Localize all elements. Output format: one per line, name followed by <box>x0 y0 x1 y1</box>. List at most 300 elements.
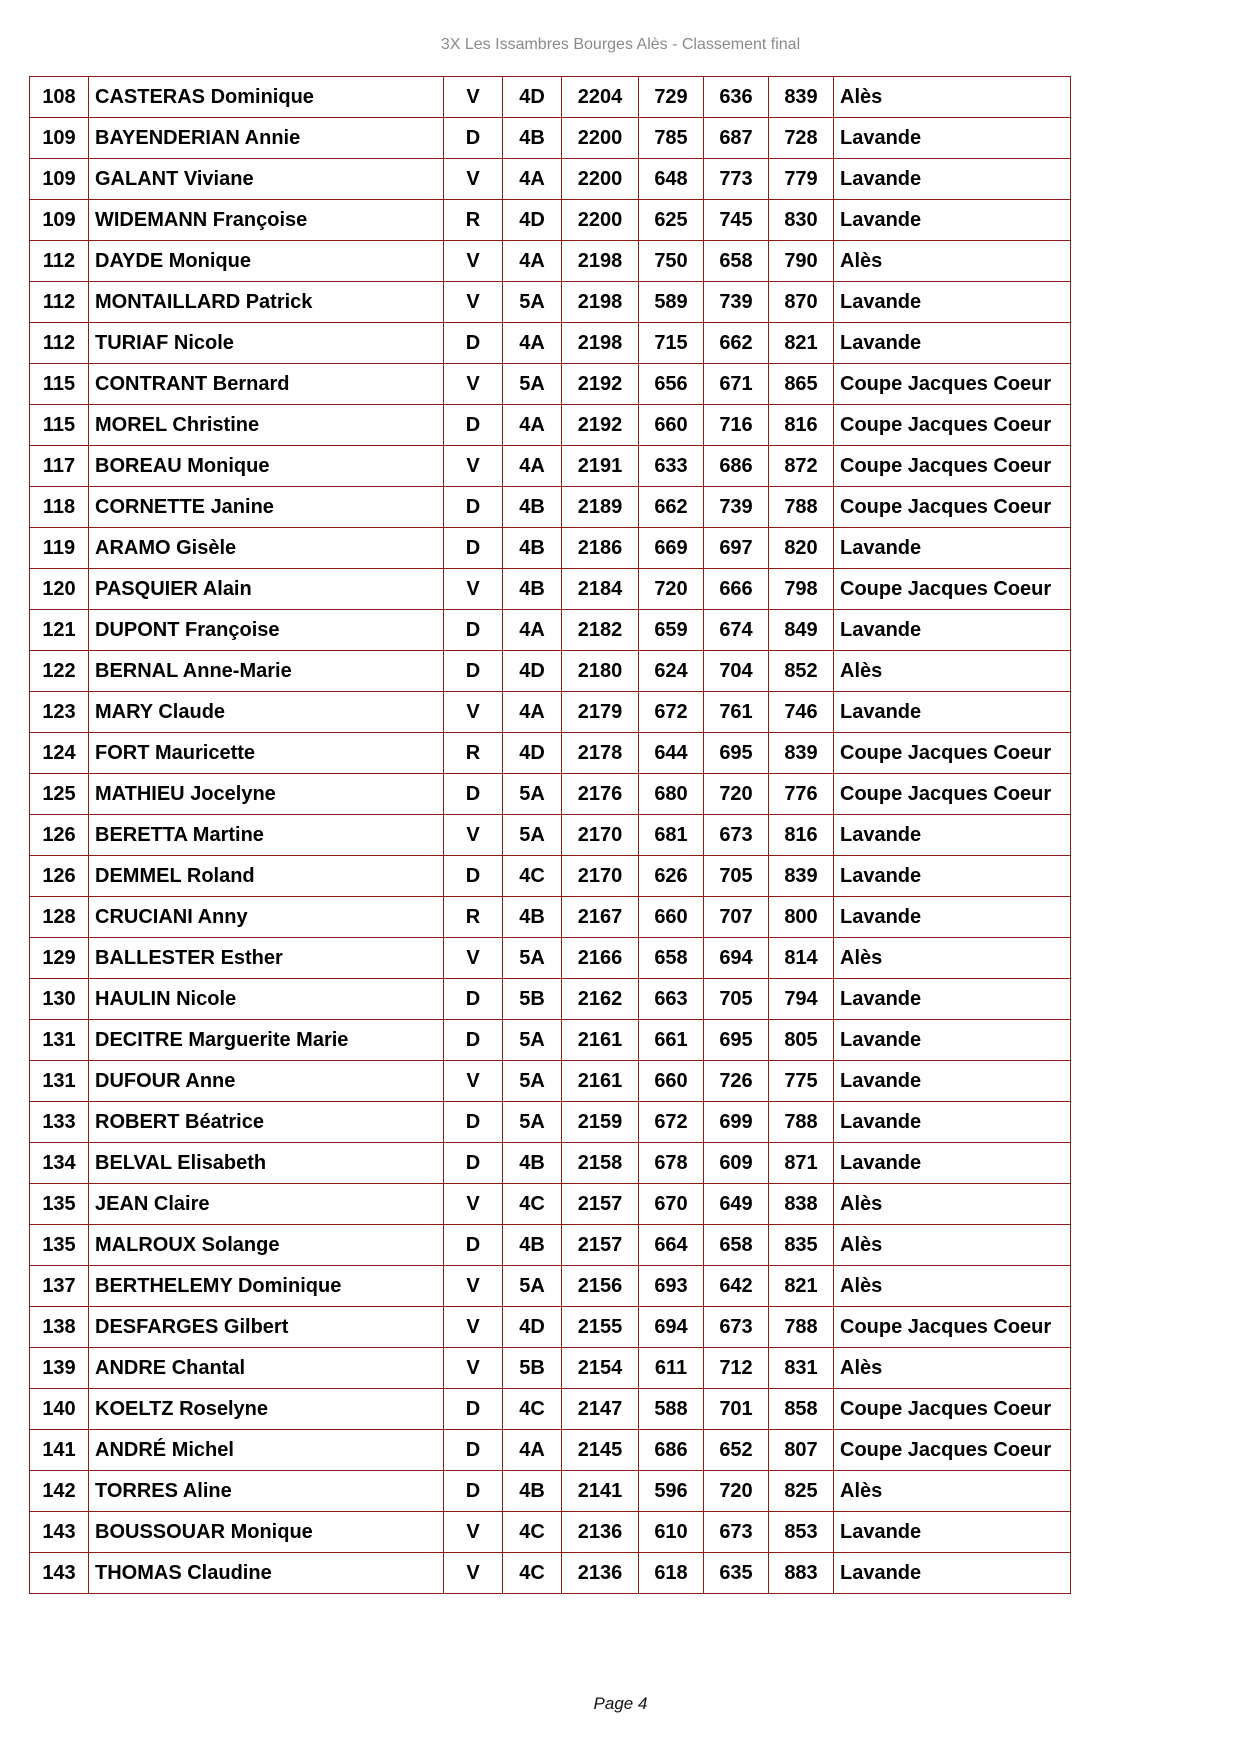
player-last-name: BOUSSOUAR <box>95 1520 226 1543</box>
club-cell: Alès <box>834 1225 1071 1266</box>
table-row <box>30 241 1071 282</box>
table-row <box>30 1389 1071 1430</box>
category-cell: V <box>444 1348 503 1389</box>
player-name-cell <box>89 1389 444 1430</box>
player-name-cell <box>89 897 444 938</box>
table-row <box>30 1061 1071 1102</box>
table-row <box>30 159 1071 200</box>
score-3-cell: 790 <box>769 241 834 282</box>
total-score-cell: 2141 <box>562 1471 639 1512</box>
rank-cell: 112 <box>30 323 89 364</box>
table-row <box>30 651 1071 692</box>
score-2-cell: 694 <box>704 938 769 979</box>
player-first-name: Patrick <box>245 290 313 313</box>
category-cell: V <box>444 1307 503 1348</box>
club-cell: Lavande <box>834 979 1071 1020</box>
score-1-cell: 680 <box>639 774 704 815</box>
series-cell: 4B <box>503 487 562 528</box>
score-3-cell: 788 <box>769 1307 834 1348</box>
table-row <box>30 1307 1071 1348</box>
table-row <box>30 733 1071 774</box>
score-2-cell: 773 <box>704 159 769 200</box>
page-header-title: 3X Les Issambres Bourges Alès - Classement final <box>440 36 801 53</box>
series-cell: 4D <box>503 77 562 118</box>
score-2-cell: 695 <box>704 1020 769 1061</box>
total-score-cell: 2161 <box>562 1020 639 1061</box>
player-last-name: HAULIN <box>95 987 171 1010</box>
player-last-name: ARAMO <box>95 536 171 559</box>
rank-cell: 126 <box>30 815 89 856</box>
player-first-name: Annie <box>244 126 301 149</box>
series-cell: 4A <box>503 692 562 733</box>
player-first-name: Anne-Marie <box>182 659 292 682</box>
score-1-cell: 660 <box>639 897 704 938</box>
series-cell: 4C <box>503 856 562 897</box>
club-cell: Lavande <box>834 1102 1071 1143</box>
club-cell: Lavande <box>834 692 1071 733</box>
rank-cell: 140 <box>30 1389 89 1430</box>
club-cell: Lavande <box>834 323 1071 364</box>
score-2-cell: 705 <box>704 979 769 1020</box>
category-cell: R <box>444 733 503 774</box>
score-1-cell: 785 <box>639 118 704 159</box>
player-name-cell <box>89 200 444 241</box>
rank-cell: 128 <box>30 897 89 938</box>
club-cell: Alès <box>834 1184 1071 1225</box>
club-cell: Coupe Jacques Coeur <box>834 364 1071 405</box>
player-last-name: MONTAILLARD <box>95 290 241 313</box>
player-first-name: Françoise <box>185 618 280 641</box>
player-first-name: Martine <box>192 823 264 846</box>
total-score-cell: 2161 <box>562 1061 639 1102</box>
score-2-cell: 671 <box>704 364 769 405</box>
table-row <box>30 1266 1071 1307</box>
category-cell: V <box>444 241 503 282</box>
series-cell: 5A <box>503 1266 562 1307</box>
table-row <box>30 1102 1071 1143</box>
total-score-cell: 2198 <box>562 282 639 323</box>
series-cell: 4B <box>503 569 562 610</box>
player-last-name: BERETTA <box>95 823 188 846</box>
rank-cell: 118 <box>30 487 89 528</box>
category-cell: R <box>444 200 503 241</box>
club-cell: Lavande <box>834 610 1071 651</box>
total-score-cell: 2162 <box>562 979 639 1020</box>
score-1-cell: 659 <box>639 610 704 651</box>
club-cell: Coupe Jacques Coeur <box>834 405 1071 446</box>
category-cell: D <box>444 856 503 897</box>
series-cell: 4A <box>503 323 562 364</box>
category-cell: V <box>444 159 503 200</box>
rank-cell: 112 <box>30 241 89 282</box>
player-name-cell <box>89 1020 444 1061</box>
rank-cell: 126 <box>30 856 89 897</box>
total-score-cell: 2159 <box>562 1102 639 1143</box>
club-cell: Alès <box>834 651 1071 692</box>
page-number: Page 4 <box>593 1694 648 1713</box>
table-row <box>30 1348 1071 1389</box>
score-2-cell: 707 <box>704 897 769 938</box>
score-2-cell: 658 <box>704 1225 769 1266</box>
player-first-name: Dominique <box>237 1274 342 1297</box>
total-score-cell: 2204 <box>562 77 639 118</box>
rank-cell: 131 <box>30 1020 89 1061</box>
series-cell: 4C <box>503 1184 562 1225</box>
player-first-name: Viviane <box>183 167 254 190</box>
table-row <box>30 938 1071 979</box>
rank-cell: 142 <box>30 1471 89 1512</box>
category-cell: D <box>444 1471 503 1512</box>
score-1-cell: 624 <box>639 651 704 692</box>
table-row <box>30 569 1071 610</box>
series-cell: 4B <box>503 897 562 938</box>
table-row <box>30 405 1071 446</box>
score-1-cell: 686 <box>639 1430 704 1471</box>
club-cell: Coupe Jacques Coeur <box>834 1389 1071 1430</box>
score-3-cell: 746 <box>769 692 834 733</box>
total-score-cell: 2191 <box>562 446 639 487</box>
player-first-name: Claude <box>158 700 226 723</box>
category-cell: V <box>444 364 503 405</box>
series-cell: 5B <box>503 979 562 1020</box>
rank-cell: 137 <box>30 1266 89 1307</box>
category-cell: D <box>444 1225 503 1266</box>
total-score-cell: 2200 <box>562 118 639 159</box>
player-last-name: CRUCIANI <box>95 905 193 928</box>
player-last-name: GALANT <box>95 167 179 190</box>
player-first-name: Alain <box>202 577 252 600</box>
player-last-name: ANDRE <box>95 1356 167 1379</box>
rank-cell: 138 <box>30 1307 89 1348</box>
club-cell: Lavande <box>834 1020 1071 1061</box>
rank-cell: 135 <box>30 1225 89 1266</box>
table-row <box>30 1553 1071 1594</box>
series-cell: 4B <box>503 528 562 569</box>
player-name-cell <box>89 1143 444 1184</box>
score-3-cell: 825 <box>769 1471 834 1512</box>
score-1-cell: 663 <box>639 979 704 1020</box>
table-row <box>30 446 1071 487</box>
club-cell: Lavande <box>834 1061 1071 1102</box>
player-name-cell <box>89 1061 444 1102</box>
total-score-cell: 2155 <box>562 1307 639 1348</box>
series-cell: 4A <box>503 1430 562 1471</box>
club-cell: Alès <box>834 241 1071 282</box>
rank-cell: 129 <box>30 938 89 979</box>
score-1-cell: 672 <box>639 692 704 733</box>
score-1-cell: 658 <box>639 938 704 979</box>
club-cell: Lavande <box>834 200 1071 241</box>
total-score-cell: 2200 <box>562 200 639 241</box>
score-2-cell: 699 <box>704 1102 769 1143</box>
score-1-cell: 648 <box>639 159 704 200</box>
player-last-name: KOELTZ <box>95 1397 174 1420</box>
total-score-cell: 2157 <box>562 1184 639 1225</box>
score-3-cell: 820 <box>769 528 834 569</box>
score-3-cell: 800 <box>769 897 834 938</box>
club-cell: Coupe Jacques Coeur <box>834 774 1071 815</box>
score-1-cell: 588 <box>639 1389 704 1430</box>
player-last-name: WIDEMANN <box>95 208 208 231</box>
score-2-cell: 642 <box>704 1266 769 1307</box>
score-2-cell: 636 <box>704 77 769 118</box>
table-row <box>30 323 1071 364</box>
table-row <box>30 1020 1071 1061</box>
score-2-cell: 739 <box>704 282 769 323</box>
score-2-cell: 695 <box>704 733 769 774</box>
category-cell: V <box>444 446 503 487</box>
score-2-cell: 720 <box>704 1471 769 1512</box>
club-cell: Coupe Jacques Coeur <box>834 569 1071 610</box>
rank-cell: 109 <box>30 118 89 159</box>
score-3-cell: 798 <box>769 569 834 610</box>
player-last-name: MATHIEU <box>95 782 185 805</box>
rank-cell: 133 <box>30 1102 89 1143</box>
player-last-name: CONTRANT <box>95 372 208 395</box>
score-3-cell: 779 <box>769 159 834 200</box>
score-3-cell: 835 <box>769 1225 834 1266</box>
total-score-cell: 2167 <box>562 897 639 938</box>
player-name-cell <box>89 241 444 282</box>
total-score-cell: 2147 <box>562 1389 639 1430</box>
rank-cell: 115 <box>30 405 89 446</box>
score-3-cell: 858 <box>769 1389 834 1430</box>
category-cell: V <box>444 815 503 856</box>
player-last-name: DUFOUR <box>95 1069 181 1092</box>
score-3-cell: 852 <box>769 651 834 692</box>
score-1-cell: 611 <box>639 1348 704 1389</box>
score-3-cell: 821 <box>769 323 834 364</box>
score-1-cell: 610 <box>639 1512 704 1553</box>
player-last-name: TORRES <box>95 1479 178 1502</box>
rank-cell: 139 <box>30 1348 89 1389</box>
score-3-cell: 776 <box>769 774 834 815</box>
rank-cell: 131 <box>30 1061 89 1102</box>
rank-cell: 125 <box>30 774 89 815</box>
score-3-cell: 788 <box>769 487 834 528</box>
series-cell: 5A <box>503 815 562 856</box>
category-cell: D <box>444 979 503 1020</box>
score-3-cell: 807 <box>769 1430 834 1471</box>
rank-cell: 120 <box>30 569 89 610</box>
club-cell: Lavande <box>834 1143 1071 1184</box>
score-1-cell: 596 <box>639 1471 704 1512</box>
total-score-cell: 2178 <box>562 733 639 774</box>
category-cell: V <box>444 1266 503 1307</box>
score-3-cell: 883 <box>769 1553 834 1594</box>
series-cell: 4C <box>503 1512 562 1553</box>
score-2-cell: 701 <box>704 1389 769 1430</box>
total-score-cell: 2189 <box>562 487 639 528</box>
total-score-cell: 2136 <box>562 1553 639 1594</box>
player-first-name: Dominique <box>210 85 314 108</box>
score-3-cell: 839 <box>769 856 834 897</box>
series-cell: 5A <box>503 1061 562 1102</box>
score-1-cell: 720 <box>639 569 704 610</box>
series-cell: 4A <box>503 610 562 651</box>
total-score-cell: 2176 <box>562 774 639 815</box>
score-1-cell: 693 <box>639 1266 704 1307</box>
category-cell: D <box>444 774 503 815</box>
rank-cell: 119 <box>30 528 89 569</box>
club-cell: Alès <box>834 77 1071 118</box>
club-cell: Coupe Jacques Coeur <box>834 733 1071 774</box>
player-first-name: Solange <box>201 1233 280 1256</box>
series-cell: 5A <box>503 938 562 979</box>
score-3-cell: 728 <box>769 118 834 159</box>
club-cell: Lavande <box>834 815 1071 856</box>
score-2-cell: 673 <box>704 1512 769 1553</box>
results-table <box>29 76 1071 1594</box>
score-3-cell: 814 <box>769 938 834 979</box>
total-score-cell: 2136 <box>562 1512 639 1553</box>
player-first-name: Aline <box>182 1479 232 1502</box>
total-score-cell: 2170 <box>562 815 639 856</box>
total-score-cell: 2145 <box>562 1430 639 1471</box>
table-row <box>30 1512 1071 1553</box>
player-name-cell <box>89 364 444 405</box>
series-cell: 4D <box>503 200 562 241</box>
player-first-name: Monique <box>230 1520 313 1543</box>
player-last-name: BERNAL <box>95 659 178 682</box>
score-2-cell: 673 <box>704 815 769 856</box>
player-first-name: Anne <box>185 1069 236 1092</box>
player-first-name: Mauricette <box>155 741 256 764</box>
player-last-name: TURIAF <box>95 331 169 354</box>
player-last-name: BOREAU <box>95 454 182 477</box>
player-name-cell <box>89 815 444 856</box>
total-score-cell: 2186 <box>562 528 639 569</box>
club-cell: Coupe Jacques Coeur <box>834 1430 1071 1471</box>
total-score-cell: 2180 <box>562 651 639 692</box>
score-3-cell: 805 <box>769 1020 834 1061</box>
score-3-cell: 872 <box>769 446 834 487</box>
player-first-name: Roselyne <box>179 1397 269 1420</box>
series-cell: 4B <box>503 1143 562 1184</box>
player-last-name: CASTERAS <box>95 85 206 108</box>
score-3-cell: 838 <box>769 1184 834 1225</box>
score-1-cell: 660 <box>639 405 704 446</box>
player-name-cell <box>89 1102 444 1143</box>
score-1-cell: 694 <box>639 1307 704 1348</box>
total-score-cell: 2157 <box>562 1225 639 1266</box>
player-name-cell <box>89 446 444 487</box>
score-1-cell: 626 <box>639 856 704 897</box>
series-cell: 5A <box>503 1102 562 1143</box>
series-cell: 5A <box>503 774 562 815</box>
category-cell: D <box>444 610 503 651</box>
category-cell: D <box>444 1430 503 1471</box>
player-first-name: Jocelyne <box>190 782 276 805</box>
player-last-name: MARY <box>95 700 153 723</box>
category-cell: V <box>444 1512 503 1553</box>
series-cell: 4A <box>503 446 562 487</box>
table-row <box>30 979 1071 1020</box>
category-cell: D <box>444 487 503 528</box>
total-score-cell: 2192 <box>562 364 639 405</box>
table-row <box>30 1430 1071 1471</box>
score-2-cell: 673 <box>704 1307 769 1348</box>
table-row <box>30 1471 1071 1512</box>
score-2-cell: 686 <box>704 446 769 487</box>
player-last-name: BAYENDERIAN <box>95 126 240 149</box>
series-cell: 5A <box>503 364 562 405</box>
score-1-cell: 662 <box>639 487 704 528</box>
player-last-name: JEAN <box>95 1192 149 1215</box>
rank-cell: 115 <box>30 364 89 405</box>
player-last-name: PASQUIER <box>95 577 198 600</box>
player-name-cell <box>89 938 444 979</box>
score-3-cell: 775 <box>769 1061 834 1102</box>
series-cell: 5A <box>503 1020 562 1061</box>
player-name-cell <box>89 1348 444 1389</box>
rank-cell: 130 <box>30 979 89 1020</box>
category-cell: D <box>444 1143 503 1184</box>
series-cell: 4B <box>503 118 562 159</box>
category-cell: V <box>444 282 503 323</box>
player-last-name: DESFARGES <box>95 1315 219 1338</box>
player-name-cell <box>89 1266 444 1307</box>
series-cell: 4B <box>503 1471 562 1512</box>
rank-cell: 109 <box>30 159 89 200</box>
player-last-name: BELVAL <box>95 1151 172 1174</box>
player-name-cell <box>89 405 444 446</box>
club-cell: Alès <box>834 1348 1071 1389</box>
score-3-cell: 871 <box>769 1143 834 1184</box>
player-last-name: CORNETTE <box>95 495 205 518</box>
player-name-cell <box>89 692 444 733</box>
player-name-cell <box>89 487 444 528</box>
table-row <box>30 487 1071 528</box>
category-cell: D <box>444 323 503 364</box>
rank-cell: 112 <box>30 282 89 323</box>
player-last-name: DECITRE <box>95 1028 183 1051</box>
score-3-cell: 830 <box>769 200 834 241</box>
category-cell: D <box>444 528 503 569</box>
category-cell: D <box>444 651 503 692</box>
series-cell: 5B <box>503 1348 562 1389</box>
score-1-cell: 644 <box>639 733 704 774</box>
player-first-name: Esther <box>220 946 283 969</box>
score-2-cell: 745 <box>704 200 769 241</box>
total-score-cell: 2166 <box>562 938 639 979</box>
category-cell: V <box>444 77 503 118</box>
player-name-cell <box>89 774 444 815</box>
player-name-cell <box>89 528 444 569</box>
score-1-cell: 750 <box>639 241 704 282</box>
table-row <box>30 282 1071 323</box>
player-first-name: Gilbert <box>223 1315 289 1338</box>
score-1-cell: 681 <box>639 815 704 856</box>
table-row <box>30 1184 1071 1225</box>
score-2-cell: 649 <box>704 1184 769 1225</box>
player-name-cell <box>89 1512 444 1553</box>
club-cell: Lavande <box>834 897 1071 938</box>
club-cell: Lavande <box>834 1512 1071 1553</box>
score-2-cell: 687 <box>704 118 769 159</box>
score-2-cell: 658 <box>704 241 769 282</box>
results-table-body <box>30 77 1071 1594</box>
rank-cell: 135 <box>30 1184 89 1225</box>
total-score-cell: 2200 <box>562 159 639 200</box>
club-cell: Lavande <box>834 528 1071 569</box>
player-last-name: DUPONT <box>95 618 180 641</box>
total-score-cell: 2182 <box>562 610 639 651</box>
player-name-cell <box>89 733 444 774</box>
category-cell: V <box>444 569 503 610</box>
category-cell: V <box>444 692 503 733</box>
rank-cell: 117 <box>30 446 89 487</box>
